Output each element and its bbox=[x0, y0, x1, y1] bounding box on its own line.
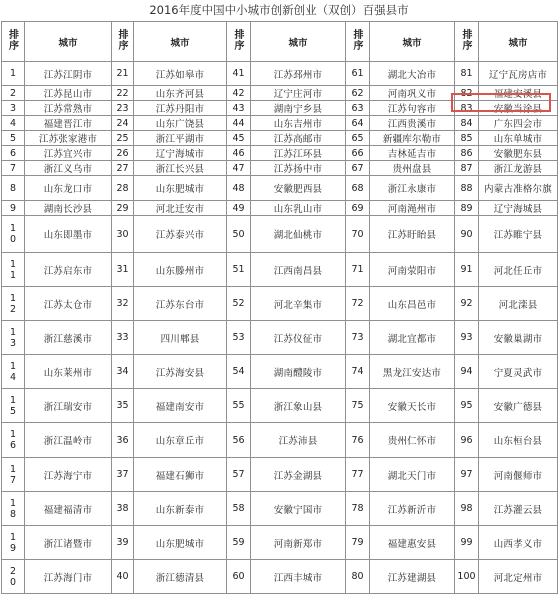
table-row bbox=[2, 423, 558, 458]
city-cell: 安徽当涂县 bbox=[479, 101, 558, 116]
rank-cell bbox=[2, 560, 25, 594]
rank-cell: 62 bbox=[346, 86, 370, 101]
city-cell: 河北定州市 bbox=[479, 560, 558, 594]
city-cell: 江西南昌县 bbox=[251, 253, 346, 287]
rank-cell: 77 bbox=[346, 458, 370, 492]
city-cell: 江苏江环县 bbox=[251, 146, 346, 161]
city-cell: 浙江温岭市 bbox=[25, 423, 112, 458]
rank-cell: 82 bbox=[455, 86, 479, 101]
rank-value: 20 bbox=[9, 565, 17, 588]
rank-cell: 40 bbox=[112, 560, 134, 594]
rank-cell: 32 bbox=[112, 287, 134, 321]
city-cell: 江苏高邮市 bbox=[251, 131, 346, 146]
city-cell: 辽宁海城市 bbox=[134, 146, 227, 161]
city-cell: 山东即墨市 bbox=[25, 216, 112, 253]
city-cell: 浙江龙游县 bbox=[479, 161, 558, 176]
rank-cell: 50 bbox=[227, 216, 251, 253]
city-cell: 浙江诸暨市 bbox=[25, 526, 112, 560]
table-row bbox=[2, 116, 558, 131]
city-cell: 福建福清市 bbox=[25, 492, 112, 526]
city-cell: 山东新泰市 bbox=[134, 492, 227, 526]
rank-cell bbox=[2, 253, 25, 287]
rank-header-label: 排序 bbox=[353, 29, 364, 52]
table-row bbox=[2, 161, 558, 176]
rank-cell: 98 bbox=[455, 492, 479, 526]
rank-value: 16 bbox=[9, 429, 17, 451]
table-row bbox=[2, 321, 558, 355]
city-cell: 安徽天长市 bbox=[370, 389, 455, 423]
rank-cell: 71 bbox=[346, 253, 370, 287]
city-cell: 江苏张家港市 bbox=[25, 131, 112, 146]
city-cell: 山东龙口市 bbox=[25, 176, 112, 201]
rank-cell: 7 bbox=[2, 161, 25, 176]
table-row bbox=[2, 146, 558, 161]
rank-cell: 75 bbox=[346, 389, 370, 423]
city-cell: 江苏海门市 bbox=[25, 560, 112, 594]
city-cell: 福建南安市 bbox=[134, 389, 227, 423]
rank-value: 12 bbox=[9, 292, 17, 315]
rank-cell: 87 bbox=[455, 161, 479, 176]
rank-cell: 39 bbox=[112, 526, 134, 560]
rank-cell bbox=[2, 458, 25, 492]
city-cell: 江苏启东市 bbox=[25, 253, 112, 287]
table-row bbox=[2, 458, 558, 492]
rank-value: 18 bbox=[9, 497, 17, 520]
rank-cell: 66 bbox=[346, 146, 370, 161]
rank-cell: 65 bbox=[346, 131, 370, 146]
rank-cell bbox=[2, 287, 25, 321]
city-cell: 山西孝义市 bbox=[479, 526, 558, 560]
city-cell: 山东昌邑市 bbox=[370, 287, 455, 321]
city-cell: 江苏睢宁县 bbox=[479, 216, 558, 253]
rank-cell: 85 bbox=[455, 131, 479, 146]
rank-cell bbox=[2, 355, 25, 389]
rank-cell: 91 bbox=[455, 253, 479, 287]
table-row bbox=[2, 176, 558, 201]
rank-cell: 94 bbox=[455, 355, 479, 389]
rank-cell: 23 bbox=[112, 101, 134, 116]
rank-value: 19 bbox=[9, 531, 17, 554]
rank-cell: 47 bbox=[227, 161, 251, 176]
city-cell: 江苏灌云县 bbox=[479, 492, 558, 526]
rank-header-label: 排序 bbox=[234, 29, 245, 52]
rank-cell: 43 bbox=[227, 101, 251, 116]
city-cell: 福建石狮市 bbox=[134, 458, 227, 492]
rank-value: 11 bbox=[9, 258, 17, 281]
table-row bbox=[2, 131, 558, 146]
rank-value: 14 bbox=[9, 360, 17, 383]
table-row bbox=[2, 355, 558, 389]
rank-cell: 84 bbox=[455, 116, 479, 131]
city-cell: 福建晋江市 bbox=[25, 116, 112, 131]
table-row bbox=[2, 560, 558, 594]
rank-cell: 3 bbox=[2, 101, 25, 116]
city-cell: 山东乳山市 bbox=[251, 201, 346, 216]
rank-cell: 9 bbox=[2, 201, 25, 216]
rank-cell: 28 bbox=[112, 176, 134, 201]
rank-header bbox=[2, 22, 25, 62]
city-cell: 河北迁安市 bbox=[134, 201, 227, 216]
city-cell: 新疆库尔勒市 bbox=[370, 131, 455, 146]
city-cell: 浙江平湖市 bbox=[134, 131, 227, 146]
city-cell: 江苏东台市 bbox=[134, 287, 227, 321]
rank-cell: 45 bbox=[227, 131, 251, 146]
rank-cell: 29 bbox=[112, 201, 134, 216]
city-cell: 江苏句容市 bbox=[370, 101, 455, 116]
rank-cell: 74 bbox=[346, 355, 370, 389]
city-cell: 江苏海宁市 bbox=[25, 458, 112, 492]
rank-cell: 99 bbox=[455, 526, 479, 560]
city-cell: 浙江慈溪市 bbox=[25, 321, 112, 355]
rank-cell: 26 bbox=[112, 146, 134, 161]
table-row bbox=[2, 253, 558, 287]
rank-cell: 69 bbox=[346, 201, 370, 216]
city-cell: 江苏金湖县 bbox=[251, 458, 346, 492]
city-cell: 辽宁庄河市 bbox=[251, 86, 346, 101]
city-cell: 浙江瑞安市 bbox=[25, 389, 112, 423]
city-cell: 山东吉州市 bbox=[251, 116, 346, 131]
city-cell: 江西丰城市 bbox=[251, 560, 346, 594]
city-cell: 山东齐河县 bbox=[134, 86, 227, 101]
city-cell: 福建惠安县 bbox=[370, 526, 455, 560]
rank-cell: 93 bbox=[455, 321, 479, 355]
city-cell: 江苏如皋市 bbox=[134, 62, 227, 86]
rank-cell: 79 bbox=[346, 526, 370, 560]
rank-cell: 96 bbox=[455, 423, 479, 458]
city-cell: 湖南醴陵市 bbox=[251, 355, 346, 389]
rank-cell bbox=[2, 526, 25, 560]
city-cell: 安徽肥西县 bbox=[251, 176, 346, 201]
rank-cell: 2 bbox=[2, 86, 25, 101]
city-cell: 辽宁瓦房店市 bbox=[479, 62, 558, 86]
city-cell: 江西贵溪市 bbox=[370, 116, 455, 131]
rank-cell: 5 bbox=[2, 131, 25, 146]
city-cell: 山东广饶县 bbox=[134, 116, 227, 131]
rank-cell: 95 bbox=[455, 389, 479, 423]
city-cell: 山东滕州市 bbox=[134, 253, 227, 287]
table-row bbox=[2, 101, 558, 116]
rank-cell: 78 bbox=[346, 492, 370, 526]
rank-cell: 25 bbox=[112, 131, 134, 146]
rank-header bbox=[346, 22, 370, 62]
rank-value: 17 bbox=[9, 463, 17, 486]
rank-cell: 72 bbox=[346, 287, 370, 321]
city-cell: 贵州盘县 bbox=[370, 161, 455, 176]
table-row bbox=[2, 287, 558, 321]
city-cell: 河北辛集市 bbox=[251, 287, 346, 321]
rank-cell: 80 bbox=[346, 560, 370, 594]
rank-cell: 54 bbox=[227, 355, 251, 389]
table-body bbox=[2, 62, 558, 594]
rank-cell: 51 bbox=[227, 253, 251, 287]
table-row bbox=[2, 201, 558, 216]
rank-value: 15 bbox=[9, 394, 17, 417]
rank-cell: 48 bbox=[227, 176, 251, 201]
rank-cell: 36 bbox=[112, 423, 134, 458]
table-row bbox=[2, 526, 558, 560]
city-cell: 河北任丘市 bbox=[479, 253, 558, 287]
city-cell: 湖北天门市 bbox=[370, 458, 455, 492]
rank-cell: 86 bbox=[455, 146, 479, 161]
rank-cell: 30 bbox=[112, 216, 134, 253]
rank-header-label: 排序 bbox=[9, 29, 19, 52]
city-cell: 河南荥阳市 bbox=[370, 253, 455, 287]
rank-cell bbox=[2, 321, 25, 355]
rank-cell: 42 bbox=[227, 86, 251, 101]
city-cell: 河南新郑市 bbox=[251, 526, 346, 560]
rank-cell: 52 bbox=[227, 287, 251, 321]
city-cell: 湖北宜都市 bbox=[370, 321, 455, 355]
city-cell: 浙江德清县 bbox=[134, 560, 227, 594]
rank-cell: 38 bbox=[112, 492, 134, 526]
rank-header bbox=[455, 22, 479, 62]
city-cell: 江苏宜兴市 bbox=[25, 146, 112, 161]
rank-cell: 1 bbox=[2, 62, 25, 86]
city-cell: 内蒙古准格尔旗 bbox=[479, 176, 558, 201]
rank-cell: 88 bbox=[455, 176, 479, 201]
city-cell: 山东章丘市 bbox=[134, 423, 227, 458]
city-cell: 安徽巢湖市 bbox=[479, 321, 558, 355]
city-cell: 江苏丹阳市 bbox=[134, 101, 227, 116]
rank-cell: 59 bbox=[227, 526, 251, 560]
rank-cell: 61 bbox=[346, 62, 370, 86]
rank-cell: 67 bbox=[346, 161, 370, 176]
rank-cell: 57 bbox=[227, 458, 251, 492]
city-cell: 四川郫县 bbox=[134, 321, 227, 355]
city-cell: 河南偃师市 bbox=[479, 458, 558, 492]
table-row bbox=[2, 62, 558, 86]
rank-cell: 35 bbox=[112, 389, 134, 423]
city-cell: 广东四会市 bbox=[479, 116, 558, 131]
table-row bbox=[2, 86, 558, 101]
city-cell: 河南渑州市 bbox=[370, 201, 455, 216]
rank-cell: 55 bbox=[227, 389, 251, 423]
rank-value: 10 bbox=[9, 223, 17, 245]
city-cell: 山东桓台县 bbox=[479, 423, 558, 458]
city-cell: 安徽肥东县 bbox=[479, 146, 558, 161]
city-header: 城市 bbox=[251, 22, 346, 62]
rank-cell: 53 bbox=[227, 321, 251, 355]
rank-header bbox=[112, 22, 134, 62]
city-cell: 山东莱州市 bbox=[25, 355, 112, 389]
rank-cell bbox=[2, 423, 25, 458]
city-cell: 湖北大冶市 bbox=[370, 62, 455, 86]
city-cell: 浙江义乌市 bbox=[25, 161, 112, 176]
rank-cell: 41 bbox=[227, 62, 251, 86]
city-cell: 江苏沛县 bbox=[251, 423, 346, 458]
city-cell: 吉林延吉市 bbox=[370, 146, 455, 161]
rank-header-label: 排序 bbox=[118, 29, 129, 52]
city-cell: 湖南长沙县 bbox=[25, 201, 112, 216]
page-title: 2016年度中国中小城市创新创业（双创）百强县市 bbox=[149, 3, 409, 17]
city-cell: 江苏仪征市 bbox=[251, 321, 346, 355]
rank-cell: 37 bbox=[112, 458, 134, 492]
rank-cell bbox=[2, 492, 25, 526]
city-cell: 安徽宁国市 bbox=[251, 492, 346, 526]
city-cell: 江苏邳州市 bbox=[251, 62, 346, 86]
city-cell: 江苏太仓市 bbox=[25, 287, 112, 321]
rank-cell: 60 bbox=[227, 560, 251, 594]
rank-cell: 46 bbox=[227, 146, 251, 161]
city-header: 城市 bbox=[25, 22, 112, 62]
city-cell: 宁夏灵武市 bbox=[479, 355, 558, 389]
rank-cell: 63 bbox=[346, 101, 370, 116]
rank-cell: 22 bbox=[112, 86, 134, 101]
rank-value: 13 bbox=[9, 326, 17, 349]
city-cell: 江苏建湖县 bbox=[370, 560, 455, 594]
rank-cell: 4 bbox=[2, 116, 25, 131]
rank-cell: 81 bbox=[455, 62, 479, 86]
ranking-table bbox=[1, 21, 558, 594]
city-cell: 山东单城市 bbox=[479, 131, 558, 146]
rank-cell: 34 bbox=[112, 355, 134, 389]
rank-cell: 58 bbox=[227, 492, 251, 526]
city-header: 城市 bbox=[134, 22, 227, 62]
city-cell: 辽宁海城县 bbox=[479, 201, 558, 216]
table-row bbox=[2, 216, 558, 253]
rank-cell: 44 bbox=[227, 116, 251, 131]
rank-cell: 92 bbox=[455, 287, 479, 321]
rank-cell: 83 bbox=[455, 101, 479, 116]
city-cell: 河南巩义市 bbox=[370, 86, 455, 101]
city-cell: 江苏江阴市 bbox=[25, 62, 112, 86]
rank-cell bbox=[2, 389, 25, 423]
rank-header bbox=[227, 22, 251, 62]
rank-cell: 33 bbox=[112, 321, 134, 355]
rank-cell: 21 bbox=[112, 62, 134, 86]
rank-cell: 6 bbox=[2, 146, 25, 161]
city-header: 城市 bbox=[479, 22, 558, 62]
city-cell: 河北滦县 bbox=[479, 287, 558, 321]
city-cell: 江苏泰兴市 bbox=[134, 216, 227, 253]
rank-cell: 56 bbox=[227, 423, 251, 458]
city-cell: 浙江永康市 bbox=[370, 176, 455, 201]
rank-cell: 64 bbox=[346, 116, 370, 131]
city-cell: 江苏海安县 bbox=[134, 355, 227, 389]
city-header: 城市 bbox=[370, 22, 455, 62]
table-header bbox=[2, 22, 558, 62]
rank-cell: 90 bbox=[455, 216, 479, 253]
table-row bbox=[2, 492, 558, 526]
city-cell: 江苏盱眙县 bbox=[370, 216, 455, 253]
city-cell: 江苏昆山市 bbox=[25, 86, 112, 101]
rank-cell: 8 bbox=[2, 176, 25, 201]
city-cell: 湖北仙桃市 bbox=[251, 216, 346, 253]
rank-cell: 68 bbox=[346, 176, 370, 201]
rank-cell bbox=[2, 216, 25, 253]
rank-cell: 73 bbox=[346, 321, 370, 355]
city-cell: 山东肥城市 bbox=[134, 526, 227, 560]
city-cell: 江苏新沂市 bbox=[370, 492, 455, 526]
rank-cell: 97 bbox=[455, 458, 479, 492]
city-cell: 浙江象山县 bbox=[251, 389, 346, 423]
rank-cell: 89 bbox=[455, 201, 479, 216]
rank-cell: 24 bbox=[112, 116, 134, 131]
rank-cell: 27 bbox=[112, 161, 134, 176]
city-cell: 山东肥城市 bbox=[134, 176, 227, 201]
city-cell: 浙江长兴县 bbox=[134, 161, 227, 176]
city-cell: 安徽广德县 bbox=[479, 389, 558, 423]
city-cell: 黑龙江安达市 bbox=[370, 355, 455, 389]
table-row bbox=[2, 389, 558, 423]
city-cell: 贵州仁怀市 bbox=[370, 423, 455, 458]
city-cell: 湖南宁乡县 bbox=[251, 101, 346, 116]
rank-cell: 49 bbox=[227, 201, 251, 216]
city-cell: 江苏常熟市 bbox=[25, 101, 112, 116]
rank-cell: 76 bbox=[346, 423, 370, 458]
rank-header-label: 排序 bbox=[462, 29, 473, 52]
city-cell: 江苏扬中市 bbox=[251, 161, 346, 176]
rank-cell: 100 bbox=[455, 560, 479, 594]
rank-cell: 70 bbox=[346, 216, 370, 253]
rank-cell: 31 bbox=[112, 253, 134, 287]
city-cell: 福建安溪县 bbox=[479, 86, 558, 101]
